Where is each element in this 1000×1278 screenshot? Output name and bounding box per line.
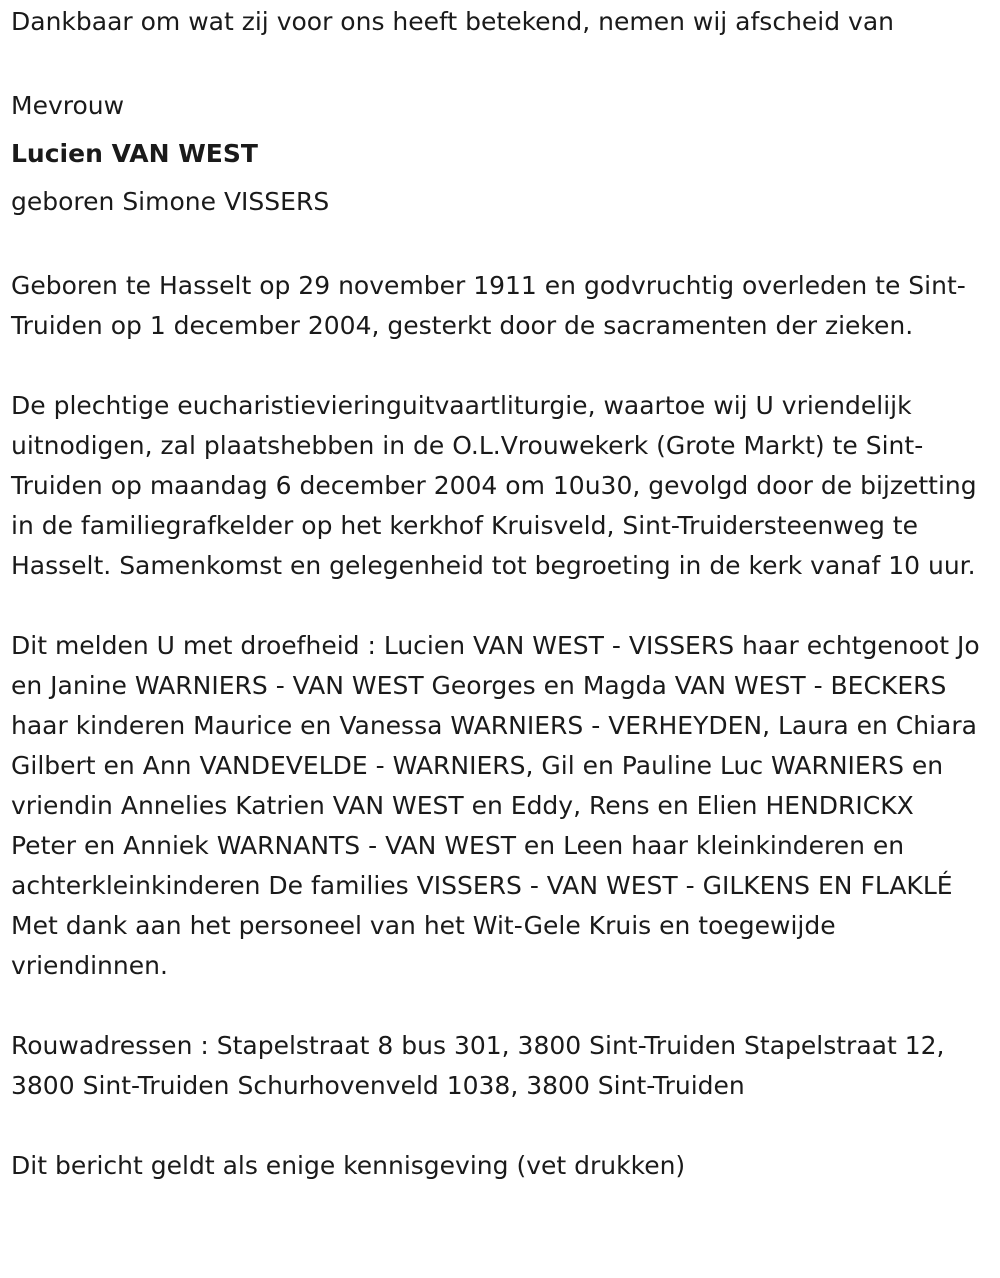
spacer [11,986,986,1026]
spacer [11,42,986,82]
funeral-paragraph: De plechtige eucharistievieringuitvaartliturgie, waartoe wij U vriendelijk uitnodigen, zal plaatshebben in de O.L.Vrouwekerk (Grote Markt) te Sint-Truiden op maandag 6 december 2004 om 10u30, gevolgd door de bijzetting in de familiegrafkelder op het kerkhof Kruisveld, Sint-Truidersteenweg te Hasselt. Samenkomst en gelegenheid tot begroeting in de kerk vanaf 10 uur. [11,391,977,580]
addresses-paragraph: Rouwadressen : Stapelstraat 8 bus 301, 3800 Sint-Truiden Stapelstraat 12, 3800 Sint-Truiden Schurhovenveld 1038, 3800 Sint-Truiden [11,1031,945,1100]
spacer [11,586,986,626]
intro-text: Dankbaar om wat zij voor ons heeft betekend, nemen wij afscheid van [11,7,895,36]
spacer [11,346,986,386]
spacer [11,1106,986,1146]
death-notice [11,2,986,1186]
birth-name: geboren Simone VISSERS [11,187,330,216]
deceased-name: Lucien VAN WEST [11,139,258,168]
birth-death-paragraph: Geboren te Hasselt op 29 november 1911 en godvruchtig overleden te Sint-Truiden op 1 december 2004, gesterkt door de sacramenten der zieken. [11,271,966,340]
salutation: Mevrouw [11,91,125,120]
family-paragraph: Dit melden U met droefheid : Lucien VAN WEST - VISSERS haar echtgenoot Jo en Janine WARNIERS - VAN WEST Georges en Magda VAN WEST - BECKERS haar kinderen Maurice en Vanessa WARNIERS - VERHEYDEN, Laura en Chiara Gilbert en Ann VANDEVELDE - WARNIERS, Gil en Pauline Luc WARNIERS en vriendin Annelies Katrien VAN WEST en Eddy, Rens en Elien HENDRICKX Peter en Anniek WARNANTS - VAN WEST en Leen haar kleinkinderen en achterkleinkinderen De families VISSERS - VAN WEST - GILKENS EN FLAKLÉ Met dank aan het personeel van het Wit-Gele Kruis en toegewijde vriendinnen. [11,631,980,980]
spacer [11,226,986,266]
closing-text: Dit bericht geldt als enige kennisgeving (vet drukken) [11,1151,686,1180]
